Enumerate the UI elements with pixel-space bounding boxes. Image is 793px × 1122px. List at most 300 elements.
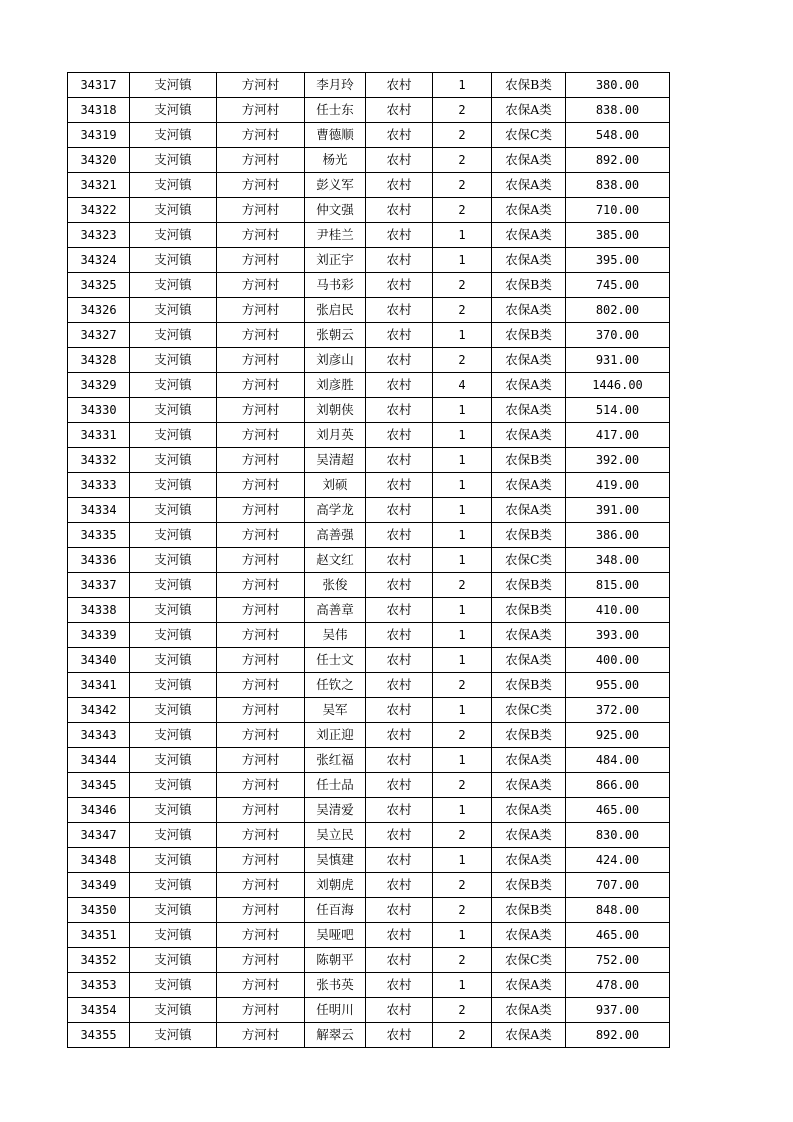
town-cell: 支河镇 <box>130 973 217 998</box>
name-cell: 陈朝平 <box>305 948 366 973</box>
village-cell: 方河村 <box>217 198 305 223</box>
category-cell: 农保A类 <box>492 823 566 848</box>
town-cell: 支河镇 <box>130 798 217 823</box>
town-cell: 支河镇 <box>130 748 217 773</box>
town-cell: 支河镇 <box>130 448 217 473</box>
row-id-cell: 34325 <box>68 273 130 298</box>
town-cell: 支河镇 <box>130 673 217 698</box>
row-id-cell: 34324 <box>68 248 130 273</box>
type-cell: 农村 <box>366 823 433 848</box>
village-cell: 方河村 <box>217 698 305 723</box>
category-cell: 农保A类 <box>492 198 566 223</box>
count-cell: 1 <box>433 398 492 423</box>
count-cell: 2 <box>433 673 492 698</box>
village-cell: 方河村 <box>217 973 305 998</box>
amount-cell: 838.00 <box>566 98 670 123</box>
town-cell: 支河镇 <box>130 723 217 748</box>
village-cell: 方河村 <box>217 498 305 523</box>
name-cell: 吴慎建 <box>305 848 366 873</box>
town-cell: 支河镇 <box>130 473 217 498</box>
type-cell: 农村 <box>366 898 433 923</box>
row-id-cell: 34346 <box>68 798 130 823</box>
amount-cell: 1446.00 <box>566 373 670 398</box>
town-cell: 支河镇 <box>130 273 217 298</box>
name-cell: 高善章 <box>305 598 366 623</box>
name-cell: 刘月英 <box>305 423 366 448</box>
name-cell: 吴清超 <box>305 448 366 473</box>
village-cell: 方河村 <box>217 323 305 348</box>
table-row <box>68 848 670 873</box>
table-row <box>68 73 670 98</box>
type-cell: 农村 <box>366 223 433 248</box>
amount-cell: 370.00 <box>566 323 670 348</box>
name-cell: 刘彦胜 <box>305 373 366 398</box>
amount-cell: 937.00 <box>566 998 670 1023</box>
amount-cell: 400.00 <box>566 648 670 673</box>
count-cell: 2 <box>433 948 492 973</box>
name-cell: 高善强 <box>305 523 366 548</box>
table-row <box>68 148 670 173</box>
row-id-cell: 34323 <box>68 223 130 248</box>
amount-cell: 417.00 <box>566 423 670 448</box>
village-cell: 方河村 <box>217 948 305 973</box>
count-cell: 2 <box>433 198 492 223</box>
amount-cell: 514.00 <box>566 398 670 423</box>
name-cell: 张红福 <box>305 748 366 773</box>
table-row <box>68 648 670 673</box>
type-cell: 农村 <box>366 623 433 648</box>
amount-cell: 380.00 <box>566 73 670 98</box>
table-row <box>68 1023 670 1048</box>
count-cell: 1 <box>433 648 492 673</box>
category-cell: 农保B类 <box>492 673 566 698</box>
amount-cell: 419.00 <box>566 473 670 498</box>
row-id-cell: 34322 <box>68 198 130 223</box>
category-cell: 农保A类 <box>492 298 566 323</box>
type-cell: 农村 <box>366 473 433 498</box>
name-cell: 赵文红 <box>305 548 366 573</box>
amount-cell: 386.00 <box>566 523 670 548</box>
count-cell: 2 <box>433 898 492 923</box>
type-cell: 农村 <box>366 548 433 573</box>
count-cell: 1 <box>433 448 492 473</box>
row-id-cell: 34318 <box>68 98 130 123</box>
village-cell: 方河村 <box>217 523 305 548</box>
town-cell: 支河镇 <box>130 323 217 348</box>
name-cell: 吴军 <box>305 698 366 723</box>
village-cell: 方河村 <box>217 673 305 698</box>
row-id-cell: 34335 <box>68 523 130 548</box>
count-cell: 1 <box>433 973 492 998</box>
category-cell: 农保A类 <box>492 623 566 648</box>
village-cell: 方河村 <box>217 1023 305 1048</box>
table-row <box>68 573 670 598</box>
town-cell: 支河镇 <box>130 123 217 148</box>
category-cell: 农保C类 <box>492 123 566 148</box>
count-cell: 1 <box>433 598 492 623</box>
row-id-cell: 34348 <box>68 848 130 873</box>
type-cell: 农村 <box>366 398 433 423</box>
type-cell: 农村 <box>366 248 433 273</box>
table-row <box>68 623 670 648</box>
count-cell: 4 <box>433 373 492 398</box>
amount-cell: 395.00 <box>566 248 670 273</box>
count-cell: 2 <box>433 1023 492 1048</box>
category-cell: 农保A类 <box>492 148 566 173</box>
name-cell: 刘彦山 <box>305 348 366 373</box>
town-cell: 支河镇 <box>130 373 217 398</box>
category-cell: 农保A类 <box>492 998 566 1023</box>
category-cell: 农保A类 <box>492 223 566 248</box>
category-cell: 农保A类 <box>492 748 566 773</box>
type-cell: 农村 <box>366 998 433 1023</box>
count-cell: 1 <box>433 473 492 498</box>
table-row <box>68 598 670 623</box>
name-cell: 张启民 <box>305 298 366 323</box>
row-id-cell: 34334 <box>68 498 130 523</box>
type-cell: 农村 <box>366 298 433 323</box>
category-cell: 农保A类 <box>492 98 566 123</box>
type-cell: 农村 <box>366 498 433 523</box>
row-id-cell: 34329 <box>68 373 130 398</box>
row-id-cell: 34321 <box>68 173 130 198</box>
row-id-cell: 34333 <box>68 473 130 498</box>
name-cell: 刘朝侠 <box>305 398 366 423</box>
category-cell: 农保A类 <box>492 398 566 423</box>
count-cell: 1 <box>433 923 492 948</box>
type-cell: 农村 <box>366 848 433 873</box>
category-cell: 农保C类 <box>492 698 566 723</box>
category-cell: 农保B类 <box>492 873 566 898</box>
village-cell: 方河村 <box>217 548 305 573</box>
category-cell: 农保A类 <box>492 648 566 673</box>
village-cell: 方河村 <box>217 998 305 1023</box>
count-cell: 2 <box>433 273 492 298</box>
amount-cell: 892.00 <box>566 1023 670 1048</box>
village-cell: 方河村 <box>217 723 305 748</box>
table-row <box>68 473 670 498</box>
village-cell: 方河村 <box>217 398 305 423</box>
category-cell: 农保A类 <box>492 423 566 448</box>
town-cell: 支河镇 <box>130 623 217 648</box>
table-row <box>68 673 670 698</box>
row-id-cell: 34343 <box>68 723 130 748</box>
name-cell: 曹德顺 <box>305 123 366 148</box>
town-cell: 支河镇 <box>130 73 217 98</box>
count-cell: 1 <box>433 498 492 523</box>
row-id-cell: 34320 <box>68 148 130 173</box>
town-cell: 支河镇 <box>130 298 217 323</box>
count-cell: 2 <box>433 148 492 173</box>
row-id-cell: 34317 <box>68 73 130 98</box>
table-row <box>68 823 670 848</box>
town-cell: 支河镇 <box>130 148 217 173</box>
amount-cell: 484.00 <box>566 748 670 773</box>
type-cell: 农村 <box>366 273 433 298</box>
name-cell: 杨光 <box>305 148 366 173</box>
table-row <box>68 448 670 473</box>
count-cell: 2 <box>433 173 492 198</box>
count-cell: 1 <box>433 323 492 348</box>
category-cell: 农保A类 <box>492 848 566 873</box>
amount-cell: 892.00 <box>566 148 670 173</box>
name-cell: 任百海 <box>305 898 366 923</box>
type-cell: 农村 <box>366 673 433 698</box>
amount-cell: 391.00 <box>566 498 670 523</box>
amount-cell: 710.00 <box>566 198 670 223</box>
amount-cell: 866.00 <box>566 773 670 798</box>
table-row <box>68 423 670 448</box>
category-cell: 农保B类 <box>492 323 566 348</box>
village-cell: 方河村 <box>217 848 305 873</box>
row-id-cell: 34330 <box>68 398 130 423</box>
name-cell: 吴立民 <box>305 823 366 848</box>
name-cell: 尹桂兰 <box>305 223 366 248</box>
table-row <box>68 523 670 548</box>
village-cell: 方河村 <box>217 73 305 98</box>
town-cell: 支河镇 <box>130 998 217 1023</box>
town-cell: 支河镇 <box>130 173 217 198</box>
table-row <box>68 248 670 273</box>
town-cell: 支河镇 <box>130 348 217 373</box>
village-cell: 方河村 <box>217 748 305 773</box>
town-cell: 支河镇 <box>130 948 217 973</box>
count-cell: 2 <box>433 348 492 373</box>
type-cell: 农村 <box>366 523 433 548</box>
village-cell: 方河村 <box>217 148 305 173</box>
table-row <box>68 273 670 298</box>
table-row <box>68 973 670 998</box>
table-row <box>68 798 670 823</box>
type-cell: 农村 <box>366 73 433 98</box>
name-cell: 任士文 <box>305 648 366 673</box>
row-id-cell: 34331 <box>68 423 130 448</box>
count-cell: 1 <box>433 223 492 248</box>
name-cell: 仲文强 <box>305 198 366 223</box>
village-cell: 方河村 <box>217 123 305 148</box>
town-cell: 支河镇 <box>130 498 217 523</box>
count-cell: 1 <box>433 423 492 448</box>
table-row <box>68 298 670 323</box>
category-cell: 农保B类 <box>492 448 566 473</box>
name-cell: 解翠云 <box>305 1023 366 1048</box>
category-cell: 农保B类 <box>492 573 566 598</box>
name-cell: 张朝云 <box>305 323 366 348</box>
amount-cell: 372.00 <box>566 698 670 723</box>
row-id-cell: 34355 <box>68 1023 130 1048</box>
town-cell: 支河镇 <box>130 648 217 673</box>
village-cell: 方河村 <box>217 798 305 823</box>
type-cell: 农村 <box>366 323 433 348</box>
row-id-cell: 34353 <box>68 973 130 998</box>
category-cell: 农保B类 <box>492 523 566 548</box>
amount-cell: 830.00 <box>566 823 670 848</box>
table-row <box>68 698 670 723</box>
row-id-cell: 34352 <box>68 948 130 973</box>
category-cell: 农保B类 <box>492 73 566 98</box>
row-id-cell: 34342 <box>68 698 130 723</box>
town-cell: 支河镇 <box>130 773 217 798</box>
amount-cell: 707.00 <box>566 873 670 898</box>
village-cell: 方河村 <box>217 773 305 798</box>
table-row <box>68 198 670 223</box>
count-cell: 2 <box>433 123 492 148</box>
amount-cell: 385.00 <box>566 223 670 248</box>
village-cell: 方河村 <box>217 598 305 623</box>
table-row <box>68 373 670 398</box>
town-cell: 支河镇 <box>130 248 217 273</box>
amount-cell: 848.00 <box>566 898 670 923</box>
type-cell: 农村 <box>366 198 433 223</box>
name-cell: 刘正迎 <box>305 723 366 748</box>
town-cell: 支河镇 <box>130 698 217 723</box>
table-row <box>68 923 670 948</box>
type-cell: 农村 <box>366 923 433 948</box>
name-cell: 马书彩 <box>305 273 366 298</box>
name-cell: 彭义军 <box>305 173 366 198</box>
count-cell: 1 <box>433 523 492 548</box>
name-cell: 刘朝虎 <box>305 873 366 898</box>
village-cell: 方河村 <box>217 273 305 298</box>
row-id-cell: 34340 <box>68 648 130 673</box>
row-id-cell: 34332 <box>68 448 130 473</box>
town-cell: 支河镇 <box>130 523 217 548</box>
type-cell: 农村 <box>366 948 433 973</box>
row-id-cell: 34339 <box>68 623 130 648</box>
category-cell: 农保A类 <box>492 973 566 998</box>
town-cell: 支河镇 <box>130 848 217 873</box>
amount-cell: 465.00 <box>566 923 670 948</box>
table-row <box>68 223 670 248</box>
count-cell: 1 <box>433 798 492 823</box>
count-cell: 2 <box>433 773 492 798</box>
type-cell: 农村 <box>366 598 433 623</box>
town-cell: 支河镇 <box>130 573 217 598</box>
table-row <box>68 498 670 523</box>
village-cell: 方河村 <box>217 223 305 248</box>
name-cell: 张俊 <box>305 573 366 598</box>
type-cell: 农村 <box>366 573 433 598</box>
village-cell: 方河村 <box>217 373 305 398</box>
village-cell: 方河村 <box>217 298 305 323</box>
count-cell: 1 <box>433 548 492 573</box>
name-cell: 任明川 <box>305 998 366 1023</box>
table-row <box>68 723 670 748</box>
village-cell: 方河村 <box>217 473 305 498</box>
row-id-cell: 34349 <box>68 873 130 898</box>
type-cell: 农村 <box>366 348 433 373</box>
table-row <box>68 948 670 973</box>
amount-cell: 392.00 <box>566 448 670 473</box>
category-cell: 农保C类 <box>492 548 566 573</box>
row-id-cell: 34351 <box>68 923 130 948</box>
amount-cell: 752.00 <box>566 948 670 973</box>
table-row <box>68 398 670 423</box>
count-cell: 2 <box>433 298 492 323</box>
amount-cell: 478.00 <box>566 973 670 998</box>
village-cell: 方河村 <box>217 98 305 123</box>
table-row <box>68 898 670 923</box>
table-row <box>68 323 670 348</box>
table-row <box>68 548 670 573</box>
table-row <box>68 173 670 198</box>
table-row <box>68 748 670 773</box>
table-row <box>68 873 670 898</box>
category-cell: 农保B类 <box>492 723 566 748</box>
amount-cell: 410.00 <box>566 598 670 623</box>
amount-cell: 424.00 <box>566 848 670 873</box>
category-cell: 农保A类 <box>492 173 566 198</box>
table-row <box>68 998 670 1023</box>
name-cell: 张书英 <box>305 973 366 998</box>
town-cell: 支河镇 <box>130 598 217 623</box>
category-cell: 农保A类 <box>492 248 566 273</box>
type-cell: 农村 <box>366 423 433 448</box>
type-cell: 农村 <box>366 798 433 823</box>
amount-cell: 465.00 <box>566 798 670 823</box>
name-cell: 吴伟 <box>305 623 366 648</box>
category-cell: 农保B类 <box>492 898 566 923</box>
amount-cell: 802.00 <box>566 298 670 323</box>
row-id-cell: 34354 <box>68 998 130 1023</box>
type-cell: 农村 <box>366 648 433 673</box>
count-cell: 2 <box>433 873 492 898</box>
name-cell: 吴清爱 <box>305 798 366 823</box>
town-cell: 支河镇 <box>130 823 217 848</box>
amount-cell: 548.00 <box>566 123 670 148</box>
amount-cell: 931.00 <box>566 348 670 373</box>
village-cell: 方河村 <box>217 448 305 473</box>
row-id-cell: 34327 <box>68 323 130 348</box>
town-cell: 支河镇 <box>130 1023 217 1048</box>
amount-cell: 815.00 <box>566 573 670 598</box>
type-cell: 农村 <box>366 173 433 198</box>
row-id-cell: 34345 <box>68 773 130 798</box>
row-id-cell: 34338 <box>68 598 130 623</box>
type-cell: 农村 <box>366 773 433 798</box>
type-cell: 农村 <box>366 973 433 998</box>
category-cell: 农保B类 <box>492 598 566 623</box>
category-cell: 农保A类 <box>492 473 566 498</box>
count-cell: 2 <box>433 98 492 123</box>
village-cell: 方河村 <box>217 573 305 598</box>
count-cell: 2 <box>433 998 492 1023</box>
name-cell: 高学龙 <box>305 498 366 523</box>
table-row <box>68 773 670 798</box>
village-cell: 方河村 <box>217 423 305 448</box>
type-cell: 农村 <box>366 873 433 898</box>
count-cell: 1 <box>433 73 492 98</box>
category-cell: 农保A类 <box>492 773 566 798</box>
category-cell: 农保A类 <box>492 923 566 948</box>
name-cell: 任钦之 <box>305 673 366 698</box>
name-cell: 吴哑吧 <box>305 923 366 948</box>
row-id-cell: 34336 <box>68 548 130 573</box>
count-cell: 1 <box>433 848 492 873</box>
category-cell: 农保A类 <box>492 498 566 523</box>
name-cell: 任士品 <box>305 773 366 798</box>
amount-cell: 348.00 <box>566 548 670 573</box>
type-cell: 农村 <box>366 748 433 773</box>
category-cell: 农保A类 <box>492 373 566 398</box>
town-cell: 支河镇 <box>130 98 217 123</box>
amount-cell: 925.00 <box>566 723 670 748</box>
name-cell: 刘硕 <box>305 473 366 498</box>
village-cell: 方河村 <box>217 623 305 648</box>
village-cell: 方河村 <box>217 173 305 198</box>
row-id-cell: 34347 <box>68 823 130 848</box>
amount-cell: 838.00 <box>566 173 670 198</box>
